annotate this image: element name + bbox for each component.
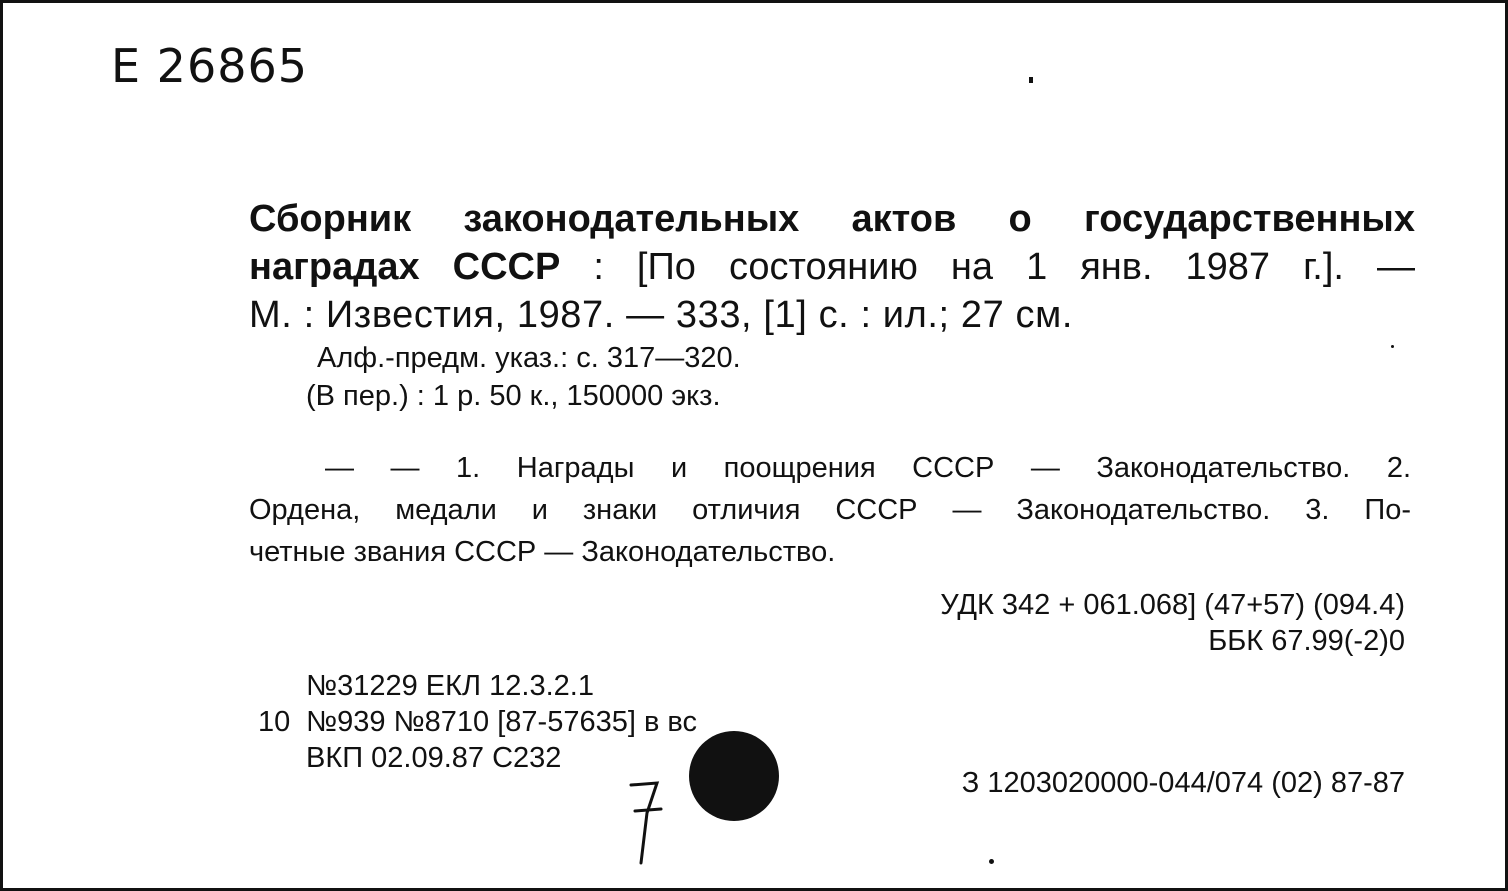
small-dot-right (1391, 345, 1394, 348)
small-dot-bottom (989, 859, 994, 864)
subject-headings (249, 447, 1411, 573)
inventory-number: Е 26865 (111, 39, 309, 93)
note-price: (В пер.) : 1 р. 50 к., 150000 экз. (306, 380, 721, 412)
udk-code: УДК 342 + 061.068] (47+57) (094.4) (940, 589, 1405, 621)
handwritten-seven-mark (621, 773, 671, 873)
subject-line-2: Ордена, медали и знаки отличия СССР — Законодательство. 3. По- (249, 494, 1411, 526)
code-line-2: №939 №8710 [87-57635] в вс (306, 706, 698, 738)
ink-blot (689, 731, 779, 821)
code-prefix: 10 (258, 706, 291, 738)
note-index: Алф.-предм. указ.: с. 317—320. (317, 342, 741, 374)
title-line-1: Сборник законодательных актов о государственных (249, 198, 1415, 240)
title-line-2: наградах СССР : [По состоянию на 1 янв. 1987 г.]. — (249, 246, 1415, 288)
bbk-code: ББК 67.99(-2)0 (1208, 625, 1405, 657)
small-dot-top (1029, 77, 1033, 83)
code-line-3: ВКП 02.09.87 С232 (306, 742, 562, 774)
subject-line-1: — — 1. Награды и поощрения СССР — Законодательство. 2. (325, 452, 1411, 484)
code-line-1: №31229 ЕКЛ 12.3.2.1 (306, 670, 594, 702)
subject-line-3: четные звания СССР — Законодательство. (249, 536, 836, 568)
title-line-3: М. : Известия, 1987. — 333, [1] с. : ил.; 27 см. (249, 294, 1073, 336)
index-code: З 1203020000-044/074 (02) 87-87 (961, 767, 1405, 799)
bibliographic-title (249, 195, 1415, 339)
